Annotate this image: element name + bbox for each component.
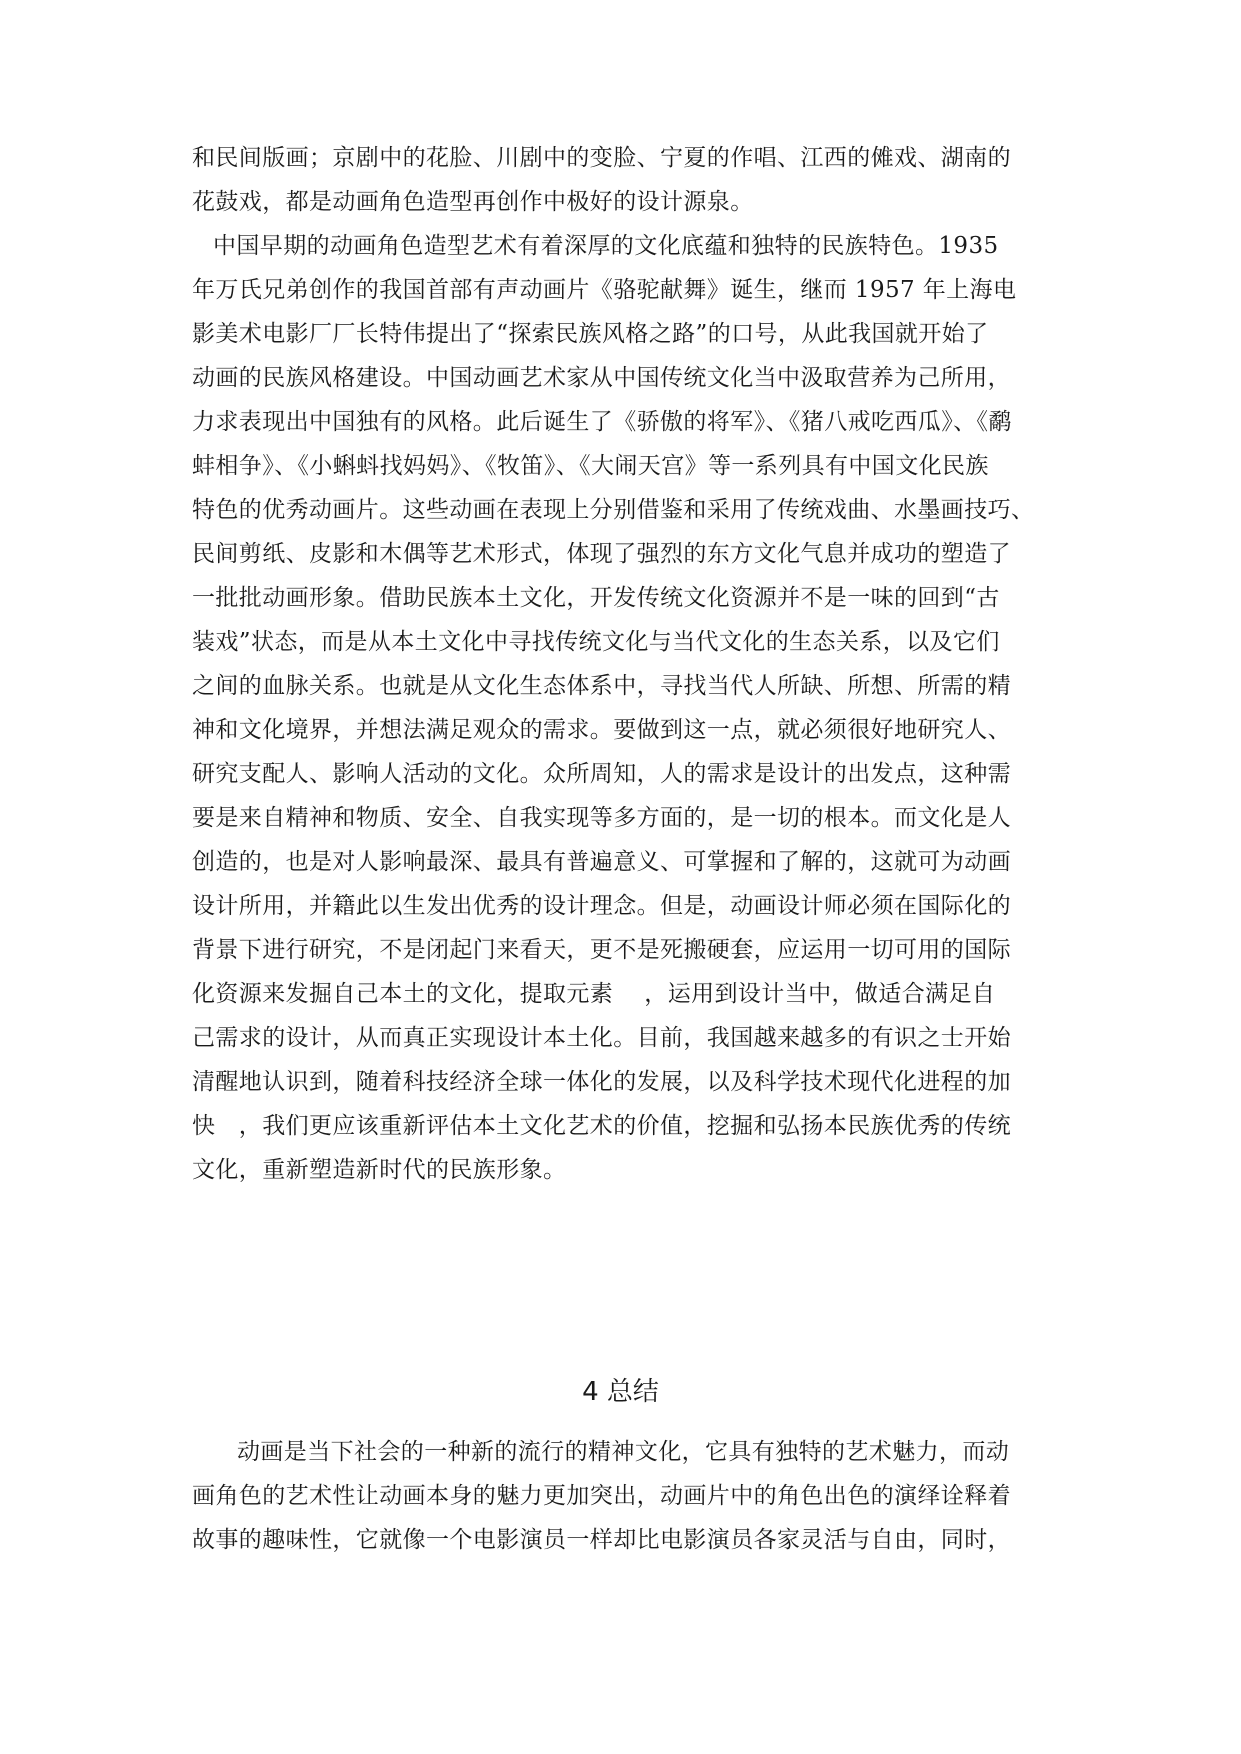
body-text-line: 和民间版画；京剧中的花脸、川剧中的变脸、宁夏的作唱、江西的傩戏、湖南的 [192, 145, 1011, 171]
body-text-line: 特色的优秀动画片。这些动画在表现上分别借鉴和采用了传统戏曲、水墨画技巧、 [192, 497, 1035, 523]
body-text-line: 影美术电影厂厂长特伟提出了“探索民族风格之路”的口号，从此我国就开始了 [192, 321, 989, 347]
body-text-line: 文化，重新塑造新时代的民族形象。 [192, 1157, 567, 1183]
body-text-line: 动画的民族风格建设。中国动画艺术家从中国传统文化当中汲取营养为己所用， [192, 365, 1011, 391]
body-text-line: 动画是当下社会的一种新的流行的精神文化，它具有独特的艺术魅力，而动 [237, 1439, 1010, 1465]
body-text-line: 创造的，也是对人影响最深、最具有普遍意义、可掌握和了解的，这就可为动画 [192, 849, 1011, 875]
body-text-line: 快 ，我们更应该重新评估本土文化艺术的价值，挖掘和弘扬本民族优秀的传统 [192, 1113, 1011, 1139]
body-text-line: 神和文化境界，并想法满足观众的需求。要做到这一点，就必须很好地研究人、 [192, 717, 1011, 743]
body-text-line: 要是来自精神和物质、安全、自我实现等多方面的，是一切的根本。而文化是人 [192, 805, 1011, 831]
body-text-line: 设计所用，并籍此以生发出优秀的设计理念。但是，动画设计师必须在国际化的 [192, 893, 1011, 919]
section-heading: 4 总结 [582, 1377, 659, 1407]
body-text-line: 化资源来发掘自己本土的文化，提取元素 ，运用到设计当中，做适合满足自 [192, 981, 996, 1007]
body-text-line: 力求表现出中国独有的风格。此后诞生了《骄傲的将军》、《猪八戒吃西瓜》、《鹬 [192, 409, 1012, 435]
body-text-line: 花鼓戏，都是动画角色造型再创作中极好的设计源泉。 [192, 189, 754, 215]
body-text-line: 中国早期的动画角色造型艺术有着深厚的文化底蕴和独特的民族特色。1935 [213, 233, 999, 259]
body-text-line: 年万氏兄弟创作的我国首部有声动画片《骆驼献舞》诞生，继而 1957 年上海电 [192, 277, 1017, 303]
body-text-line: 民间剪纸、皮影和木偶等艺术形式，体现了强烈的东方文化气息并成功的塑造了 [192, 541, 1011, 567]
body-text-line: 画角色的艺术性让动画本身的魅力更加突出，动画片中的角色出色的演绎诠释着 [192, 1483, 1011, 1509]
body-text-line: 蚌相争》、《小蝌蚪找妈妈》、《牧笛》、《大闹天宫》等一系列具有中国文化民族 [192, 453, 989, 479]
body-text-line: 背景下进行研究，不是闭起门来看天，更不是死搬硬套，应运用一切可用的国际 [192, 937, 1011, 963]
body-text-line: 清醒地认识到，随着科技经济全球一体化的发展，以及科学技术现代化进程的加 [192, 1069, 1011, 1095]
body-text-line: 之间的血脉关系。也就是从文化生态体系中，寻找当代人所缺、所想、所需的精 [192, 673, 1011, 699]
body-text-line: 一批批动画形象。借助民族本土文化，开发传统文化资源并不是一味的回到“古 [192, 585, 1000, 611]
body-text-line: 故事的趣味性，它就像一个电影演员一样却比电影演员各家灵活与自由，同时， [192, 1527, 1011, 1553]
body-text-line: 研究支配人、影响人活动的文化。众所周知，人的需求是设计的出发点，这种需 [192, 761, 1011, 787]
body-text-line: 装戏”状态，而是从本土文化中寻找传统文化与当代文化的生态关系，以及它们 [192, 629, 1000, 655]
body-text-line: 己需求的设计，从而真正实现设计本土化。目前，我国越来越多的有识之士开始 [192, 1025, 1011, 1051]
